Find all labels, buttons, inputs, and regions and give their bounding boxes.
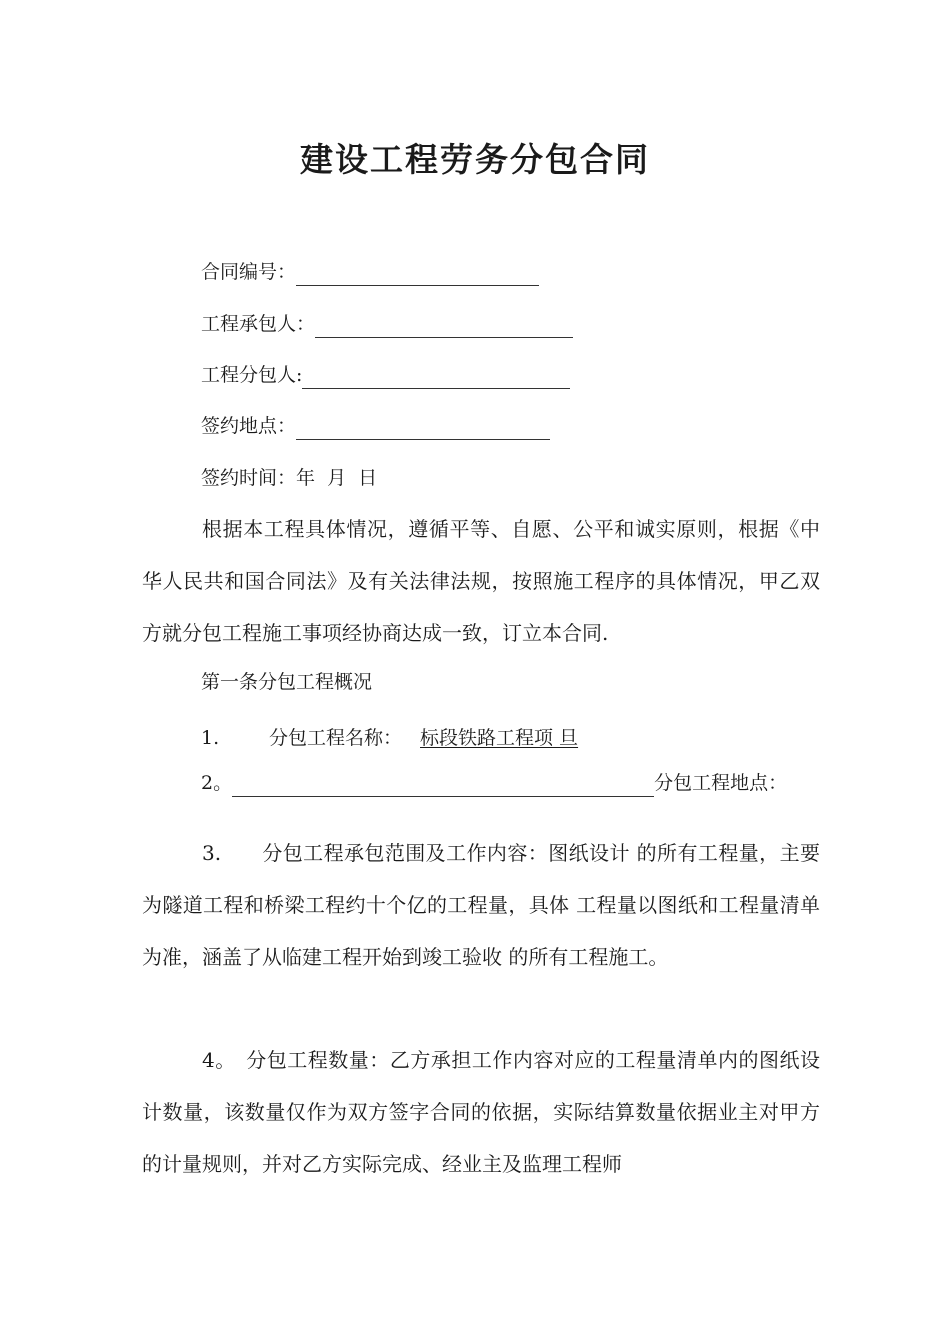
document-title: 建设工程劳务分包合同 [300,140,650,179]
item-1-value: 标段铁路工程项 旦 [420,727,579,749]
item-2-number: 2。 [201,772,233,794]
signing-place-blank [296,417,550,440]
contractor-label: 工程承包人： [201,313,316,335]
subcontractor-field [201,361,570,389]
signing-place-label: 签约地点： [201,415,297,437]
intro-paragraph: 根据本工程具体情况，遵循平等、自愿、公平和诚实原则，根据《中华人民共和国合同法》及有关法律法规，按照施工程序的具体情况，甲乙双方就分包工程施工事项经协商达成一致，订立本合同. [142,517,820,645]
item-4-paragraph: 4。 分包工程数量：乙方承担工作内容对应的工程量清单内的图纸设计数量，该数量仅作为双方签字合同的依据，实际结算数量依据业主对甲方的计量规则，并对乙方实际完成、经业主及监理工程师 [142,1048,820,1176]
subcontractor-blank [302,366,570,389]
item-2 [201,769,821,797]
item-1 [201,724,578,752]
article-1-heading: 第一条分包工程概况 [201,671,373,693]
contractor-field [201,310,573,338]
signing-place-field [201,412,550,440]
item-3-paragraph: 3. 分包工程承包范围及工作内容：图纸设计 的所有工程量，主要为隧道工程和桥梁工程约十个亿的工程量，具体 工程量以图纸和工程量清单为准，涵盖了从临建工程开始到竣工验收 的所有工程施工。 [142,841,820,969]
contract-number-field [201,258,539,286]
contract-number-blank [296,263,539,286]
contractor-blank [315,315,573,338]
item-1-label: 分包工程名称： [269,727,403,749]
item-1-number: 1. [201,727,220,749]
item-2-blank [232,774,654,797]
signing-time-field [201,464,377,492]
contract-number-label: 合同编号： [201,261,297,283]
item-2-label: 分包工程地点： [654,772,788,794]
signing-time-label: 签约时间：年 月 日 [201,467,378,489]
subcontractor-label: 工程分包人: [201,364,303,386]
